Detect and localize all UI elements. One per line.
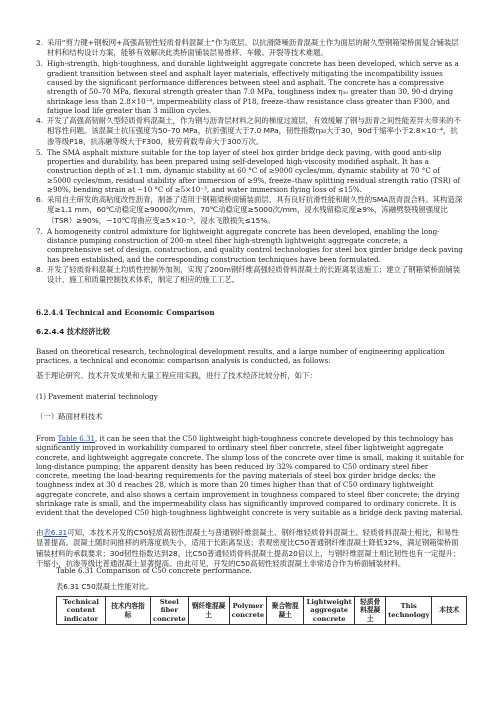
list-number: 5. — [36, 147, 43, 157]
header-cell: Lightweight aggregate concrete — [304, 597, 355, 625]
comparison-table — [56, 596, 467, 625]
header-cell: 聚合物混凝土 — [267, 597, 304, 625]
list-text: 采用自主研发的高粘度改性沥青，制备了适用于钢箱梁桥面铺装面层、具有良好抗滑性能和耐久性的SMA沥青混合料。其构造深度≥1.1 mm，60℃动稳定度≥9000次/mm，70℃动稳定度≥5000次/mm，浸水残留稳定度≥9%，冻融劈裂残留强度比（TSR）≥90%，−10℃弯曲应变≥5×10⁻³，浸水飞散损失≤15%。 — [47, 195, 463, 225]
header-cell: 钢纤维混凝土 — [188, 597, 229, 625]
list-text: The SMA asphalt mixture suitable for the top layer of steel box girder bridge deck paving, with good anti-slip properties and durability, has been prepared using self-developed high-viscosity modified asphalt. It has a construction depth of ≥1.1 mm, dynamic stability at 60 °C of ≥9000 cycles/mm, dynamic stability at 70 °C of ≥5000 cycles/mm, residual stability after immersion of ≥9%, freeze–thaw splitting residual strength ratio (TSR) of ≥90%, bending strain at −10 °C of ≥5×10⁻³, and water immersion flying loss of ≤15%. — [47, 147, 460, 194]
header-cell: 本技术 — [432, 597, 467, 625]
list-text: High-strength, high-toughness, and durable lightweight aggregate concrete has been developed, which serve as a gradient transition between steel and asphalt layer materials, effectively mitigating the incompatibility issues caused by the significant performance differences between steel and asphalt. The concrete has a compressive strength of 50–70 MPa, flexural strength greater than 7.0 MPa, toughness index η₃₀ greater than 30, 90-d drying shrinkage less than 2.8×10⁻⁴, impermeability class of P18, freeze–thaw resistance class greater than F300, and fatigue load life greater than 3 million cycles. — [47, 59, 459, 115]
list-text: A homogeneity control admixture for lightweight aggregate concrete has been developed, enabling the long-distance pumping construction of 200-m steel fiber high-strength lightweight aggregate concrete; a comprehensive set of design, construction, and quality control technologies for steel box girder bridge deck paving has been established, and the corresponding construction techniques have been formulated. — [47, 226, 463, 264]
table-caption-zh: 表6.31 C50混凝土性能对比。 — [56, 582, 154, 591]
table-caption-en: Table 6.31 Comparison of C50 concrete performance. — [56, 566, 252, 575]
list-item — [36, 38, 464, 58]
header-cell: Steel fiber concrete — [151, 597, 189, 625]
subheading-en: (1) Pavement material technology — [36, 392, 158, 401]
list-item — [36, 227, 464, 264]
table-header-row — [57, 597, 467, 625]
subheading-zh: （一）路面材料技术 — [36, 412, 103, 421]
list-number: 4. — [36, 116, 44, 126]
header-cell: This technology — [386, 597, 432, 625]
list-number: 8. — [36, 265, 44, 275]
list-item — [36, 116, 464, 147]
list-text: 采用“剪力键+钢板网+高强高韧性轻质骨料混凝土”作为底层、以抗滑降噪沥青混凝土作为面层的耐久型钢箱梁桥面复合铺装层材料和结构设计方案，能够有效解决此类桥面铺装层易推移、车辙、开裂等技术难题。 — [47, 38, 459, 58]
paragraph-prefix: From — [36, 434, 58, 443]
list-item — [36, 148, 464, 194]
list-item — [36, 195, 464, 226]
section-heading-zh: 6.2.4.4 技术经济比较 — [36, 327, 110, 336]
paragraph-prefix: 由 — [36, 528, 44, 537]
header-cell: 轻质骨料混凝土 — [355, 597, 386, 625]
list-number: 7. — [36, 226, 43, 236]
numbered-list — [36, 38, 464, 286]
list-text: 开发了轻质骨料混凝土均质性控制外加剂，实现了200m钢纤维高强轻质骨料混凝土的长距离泵送施工；建立了钢箱梁桥面铺装设计、施工和质量控制技术体系，制定了相应的施工工艺。 — [47, 265, 461, 285]
list-item — [36, 59, 464, 115]
section-heading-en: 6.2.4.4 Technical and Economic Comparison — [36, 308, 215, 317]
header-cell: Polymer concrete — [229, 597, 267, 625]
list-number: 2. — [36, 38, 44, 47]
header-cell: Technical content indicator — [57, 597, 106, 625]
intro-paragraph-en: Based on theoretical research, technological development results, and a large number of engineering application practices, a technical and economic comparison analysis is conducted, as follows: — [36, 347, 445, 366]
list-number: 6. — [36, 195, 44, 205]
header-cell: 技术内容指标 — [106, 597, 151, 625]
list-item — [36, 265, 464, 285]
intro-paragraph-zh: 基于理论研究、技术开发成果和大量工程应用实践，进行了技术经济比较分析，如下： — [36, 371, 317, 380]
list-text: 开发了高强高韧耐久型轻质骨料混凝土，作为钢与沥青层材料之间的梯度过渡层，有效缓解了钢与沥青之间性能差异大带来的不相容性问题。该混凝土抗压强度为50–70 MPa，抗折强度大于7.0 MPa，韧性指数η₃₀大于30，90d干缩率小于2.8×10⁻⁴，抗渗等级P18，抗冻融等级大于F300，疲劳荷载寿命大于300万次。 — [47, 116, 461, 146]
paragraph-text: 可知，本技术开发的C50轻质高韧性混凝土与普通钢纤维混凝土、钢纤维轻质骨料混凝土、轻质骨料混凝土相比，和易性显著提高。混凝土随时间推移的坍落度损失小，适用于长距离泵送；表观密度比C50普通钢纤维混凝土降低32%，满足钢箱梁桥面铺装材料的承载要求；30d韧性指数达到28，比C50普通轻质骨料混凝土提高20倍以上，与钢纤维混凝土相比韧性也有一定提升；干缩小，抗渗等级比普通混凝土显著提高。由此可见，开发的C50高韧性轻质混凝土非常适合作为桥面铺装材料。 — [36, 528, 461, 569]
body-paragraph-en — [36, 434, 464, 518]
table-reference-link[interactable]: Table 6.31 — [57, 434, 96, 443]
table-reference-link[interactable]: 表6.31 — [43, 528, 68, 537]
paragraph-text: , it can be seen that the C50 lightweight high-toughness concrete developed by this technology has significantly improved in workability compared to ordinary steel fiber concrete, steel fiber lightweight aggregate concrete, and lightweight aggregate concrete. The slump loss of the concrete over time is small, making it suitable for long-distance pumping; the apparent density has been reduced by 32% compared to C50 ordinary steel fiber concrete, meeting the load-bearing requirements for the paving materials of steel box girder bridge decks; the toughness index at 30 d reaches 28, which is more than 20 times higher than that of C50 ordinary lightweight aggregate concrete, and also shows a certain improvement in toughness compared to steel fiber concrete; the drying shrinkage rate is small, and the impermeability class has significantly improved compared to ordinary concrete. It is evident that the developed C50 high-toughness lightweight concrete is very suitable as a bridge deck paving material. — [36, 434, 464, 518]
body-paragraph-zh — [36, 528, 464, 570]
list-number: 3. — [36, 59, 43, 69]
